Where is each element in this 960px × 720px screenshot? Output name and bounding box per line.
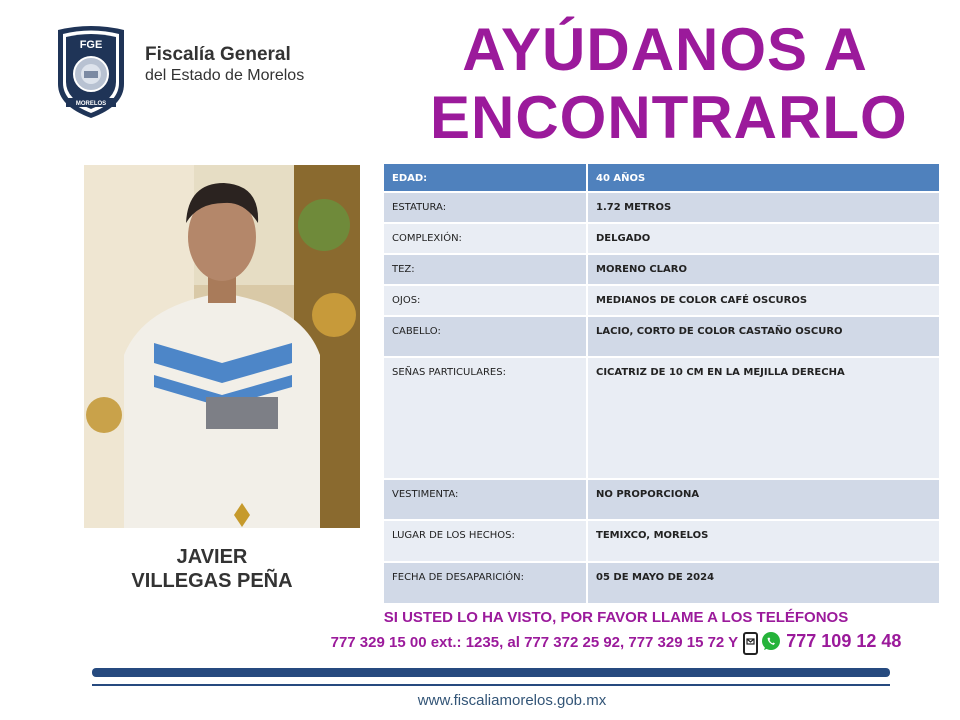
phone-message-icon xyxy=(744,633,757,654)
detail-row-location xyxy=(383,520,940,562)
detail-label: SEÑAS PARTICULARES: xyxy=(392,367,506,378)
detail-value: 1.72 METROS xyxy=(596,202,672,213)
headline-line2: ENCONTRARLO xyxy=(430,84,908,151)
detail-row-hair xyxy=(383,316,940,357)
whatsapp-number: 777 109 12 48 xyxy=(786,631,902,651)
contact-line2 xyxy=(286,630,946,655)
footer-rule-thick xyxy=(92,668,890,677)
detail-label: LUGAR DE LOS HECHOS: xyxy=(392,530,515,541)
footer xyxy=(0,692,960,709)
detail-value: DELGADO xyxy=(596,233,651,244)
whatsapp-icon xyxy=(762,632,780,650)
website-link[interactable]: www.fiscaliamorelos.gob.mx xyxy=(417,692,607,709)
name-line1: JAVIER xyxy=(176,546,248,568)
fge-logo xyxy=(54,24,128,120)
detail-value: MORENO CLARO xyxy=(596,264,687,275)
detail-label: FECHA DE DESAPARICIÓN: xyxy=(392,572,524,583)
detail-row-age xyxy=(383,163,940,192)
detail-label: VESTIMENTA: xyxy=(392,489,459,500)
details-table xyxy=(382,162,941,605)
detail-value: TEMIXCO, MORELOS xyxy=(596,530,709,541)
headline-line1: AYÚDANOS A xyxy=(462,16,868,83)
detail-row-date xyxy=(383,562,940,604)
phone-numbers: 777 329 15 00 ext.: 1235, al 777 372 25 92, 777 329 15 72 Y xyxy=(330,634,738,651)
detail-value: LACIO, CORTO DE COLOR CASTAÑO OSCURO xyxy=(596,326,843,337)
organization-name xyxy=(145,44,304,86)
detail-row-clothing xyxy=(383,479,940,520)
detail-value: CICATRIZ DE 10 CM EN LA MEJILLA DERECHA xyxy=(596,367,845,378)
detail-label: CABELLO: xyxy=(392,326,441,337)
detail-label: TEZ: xyxy=(392,264,415,275)
detail-row-distinguishing-marks xyxy=(383,357,940,479)
person-name xyxy=(84,545,340,593)
person-photo xyxy=(84,165,360,528)
detail-label: OJOS: xyxy=(392,295,421,306)
headline xyxy=(430,16,908,152)
detail-row-eyes xyxy=(383,285,940,316)
name-line2: VILLEGAS PEÑA xyxy=(131,570,293,592)
detail-label: ESTATURA: xyxy=(392,202,447,213)
detail-value: NO PROPORCIONA xyxy=(596,489,700,500)
detail-label: EDAD: xyxy=(392,173,428,184)
detail-row-complexion xyxy=(383,254,940,285)
footer-rule-thin xyxy=(92,684,890,686)
detail-value: MEDIANOS DE COLOR CAFÉ OSCUROS xyxy=(596,295,808,306)
logo-text: FGE xyxy=(79,39,103,51)
contact-icons xyxy=(742,631,782,655)
detail-label: COMPLEXIÓN: xyxy=(392,233,462,244)
detail-value: 40 AÑOS xyxy=(596,173,646,184)
detail-value: 05 DE MAYO DE 2024 xyxy=(596,572,715,583)
org-line2: del Estado de Morelos xyxy=(145,67,305,84)
logo-subtext: MORELOS xyxy=(75,101,107,107)
detail-row-height xyxy=(383,192,940,223)
contact-info xyxy=(286,608,946,655)
org-line1: Fiscalía General xyxy=(145,44,291,65)
detail-row-build xyxy=(383,223,940,254)
contact-line1: SI USTED LO HA VISTO, POR FAVOR LLAME A LOS TELÉFONOS xyxy=(383,609,849,626)
